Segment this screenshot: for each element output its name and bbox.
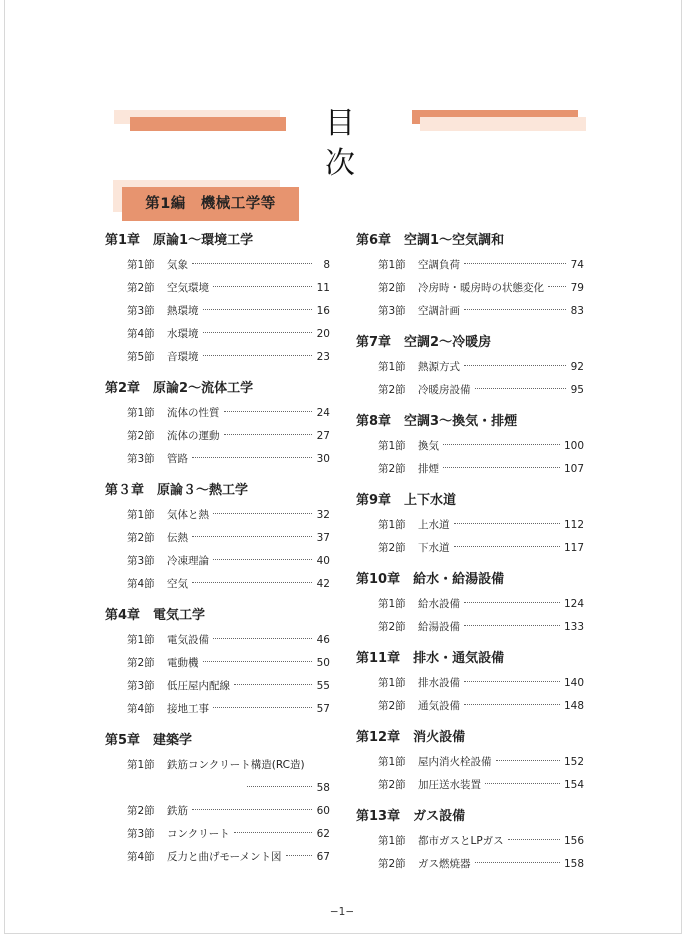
dot-leader [224,434,313,435]
toc-entry[interactable] [356,830,584,853]
section-name: 鉄筋 [167,805,188,817]
section-name: 冷暖房設備 [418,384,471,396]
toc-entry[interactable] [105,800,330,823]
section-name: 低圧屋内配線 [167,680,230,692]
toc-entry[interactable] [105,675,330,698]
section-number: 第3節 [127,555,155,567]
toc-entry[interactable] [356,751,584,774]
section-number: 第1節 [378,259,406,271]
page-number-ref: 107 [563,463,584,475]
page-number-ref: 83 [570,305,584,317]
section-name: 空気環境 [167,282,209,294]
section-number: 第1節 [378,835,406,847]
page-number-ref: 11 [316,282,330,294]
section-number: 第3節 [127,680,155,692]
toc-entry[interactable] [105,698,330,721]
toc-entry[interactable] [105,323,330,346]
section-name: 音環境 [167,351,199,363]
chapter-title: 第３章 原論３〜熱工学 [105,483,249,498]
page-number-ref: 140 [563,677,584,689]
dot-leader [454,523,560,524]
dot-leader [485,783,560,784]
section-number: 第2節 [127,805,155,817]
section-name: ガス燃焼器 [418,858,471,870]
section-name: 加圧送水装置 [418,779,481,791]
toc-entry[interactable] [356,277,584,300]
section-number: 第1節 [378,598,406,610]
toc-entry[interactable] [105,823,330,846]
section-number: 第2節 [127,430,155,442]
page-number-ref: 79 [570,282,584,294]
page-number-ref: 57 [316,703,330,715]
page-number-ref: 46 [316,634,330,646]
section-number: 第2節 [378,282,406,294]
page-number-ref: 154 [563,779,584,791]
section-number: 第3節 [127,828,155,840]
toc-entry[interactable] [105,425,330,448]
dot-leader [464,602,560,603]
section-name: 電気設備 [167,634,209,646]
section-name: 通気設備 [418,700,460,712]
section-number: 第1節 [378,361,406,373]
dot-leader [475,388,567,389]
page-number-ref: 117 [563,542,584,554]
toc-entry[interactable] [105,652,330,675]
section-name: 給水設備 [418,598,460,610]
section-number: 第2節 [378,384,406,396]
dot-leader [213,638,312,639]
section-name: 熱環境 [167,305,199,317]
section-name: コンクリート [167,828,230,840]
toc-entry[interactable] [356,300,584,323]
toc-entry[interactable] [105,504,330,527]
section-number: 第4節 [127,851,155,863]
page-number-ref: 100 [563,440,584,452]
toc-column-right [356,232,584,887]
section-name: 水環境 [167,328,199,340]
chapter-title: 第8章 空調3〜換気・排煙 [356,414,518,429]
section-name: 気体と熱 [167,509,209,521]
page-number-ref: 27 [316,430,330,442]
dot-leader [443,467,560,468]
section-number: 第1節 [378,677,406,689]
chapter [356,808,584,876]
section-name: 管路 [167,453,188,465]
section-name: 流体の性質 [167,407,220,419]
chapter [105,380,330,471]
toc-entry[interactable] [356,695,584,718]
dot-leader [475,862,560,863]
chapter-title: 第13章 ガス設備 [356,809,466,824]
chapter [356,492,584,560]
section-number: 第2節 [378,621,406,633]
section-number: 第1節 [127,259,155,271]
page-number-ref: 67 [316,851,330,863]
page-number-ref: 32 [316,509,330,521]
section-number: 第1節 [127,509,155,521]
chapter-title: 第11章 排水・通気設備 [356,651,505,666]
page-number-ref: 30 [316,453,330,465]
toc-entry[interactable] [105,629,330,652]
dot-leader [247,786,312,787]
section-number: 第2節 [378,700,406,712]
section-number: 第1節 [378,756,406,768]
chapter [105,232,330,369]
dot-leader [286,855,312,856]
dot-leader [454,546,560,547]
chapter [356,334,584,402]
section-name: 空調負荷 [418,259,460,271]
section-number: 第2節 [378,858,406,870]
dot-leader [203,661,313,662]
toc-entry[interactable] [356,537,584,560]
chapter-title: 第6章 空調1〜空気調和 [356,233,505,248]
dot-leader [192,582,312,583]
page-number-ref: 60 [316,805,330,817]
section-number: 第2節 [127,532,155,544]
chapter [356,571,584,639]
dot-leader [213,559,312,560]
section-name: 気象 [167,259,188,271]
section-name: 給湯設備 [418,621,460,633]
dot-leader [464,704,560,705]
section-name: 都市ガスとLPガス [418,835,504,847]
page-number-ref: 20 [316,328,330,340]
toc-entry[interactable] [356,593,584,616]
toc-entry[interactable] [356,379,584,402]
chapter-title: 第7章 空調2〜冷暖房 [356,335,492,350]
section-name: 冷房時・暖房時の状態変化 [418,282,544,294]
section-number: 第1節 [378,440,406,452]
toc-entry[interactable] [356,616,584,639]
chapter-title: 第5章 建築学 [105,733,193,748]
page-number-ref: 55 [316,680,330,692]
page-number-ref: 40 [316,555,330,567]
page-number-ref: 112 [563,519,584,531]
dot-leader [496,760,560,761]
page-title: 目 次 [325,106,381,181]
chapter [356,232,584,323]
section-number: 第3節 [378,305,406,317]
page-number-ref: 42 [316,578,330,590]
section-number: 第2節 [378,542,406,554]
title-decoration-right-light [420,117,586,131]
title-decoration-left-dark [130,117,286,131]
page-number-ref: 92 [570,361,584,373]
toc-entry[interactable] [105,254,330,277]
chapter [356,413,584,481]
chapter [356,729,584,797]
section-name: 熱源方式 [418,361,460,373]
page-number-ref: 74 [570,259,584,271]
page-number-ref: 95 [570,384,584,396]
chapter [105,732,330,869]
dot-leader [548,286,566,287]
page-number-ref: 124 [563,598,584,610]
section-name: 電動機 [167,657,199,669]
chapter-title: 第12章 消火設備 [356,730,466,745]
section-number: 第3節 [127,305,155,317]
section-name: 反力と曲げモーメント図 [167,851,282,863]
dot-leader [213,286,312,287]
dot-leader [464,309,566,310]
section-name: 屋内消火栓設備 [418,756,492,768]
toc-entry[interactable] [356,672,584,695]
section-number: 第3節 [127,453,155,465]
toc-column-left [105,232,330,880]
dot-leader [234,684,312,685]
page-number-ref: 50 [316,657,330,669]
chapter-title: 第2章 原論2〜流体工学 [105,381,254,396]
section-name: 空調計画 [418,305,460,317]
dot-leader [464,625,560,626]
section-name: 換気 [418,440,439,452]
chapter-title: 第1章 原論1〜環境工学 [105,233,254,248]
toc-entry[interactable] [356,435,584,458]
page-number-ref: 156 [563,835,584,847]
dot-leader [224,411,313,412]
toc-entry[interactable] [356,853,584,876]
dot-leader [192,457,312,458]
section-name: 伝熱 [167,532,188,544]
chapter [105,482,330,596]
chapter-title: 第9章 上下水道 [356,493,457,508]
section-number: 第4節 [127,578,155,590]
toc-entry[interactable] [356,458,584,481]
page-number-ref: 16 [316,305,330,317]
toc-entry-continuation[interactable] [105,777,330,800]
section-name: 上水道 [418,519,450,531]
dot-leader [192,263,312,264]
section-number: 第2節 [127,657,155,669]
toc-entry[interactable] [105,346,330,369]
toc-entry[interactable] [356,356,584,379]
section-name: 流体の運動 [167,430,220,442]
toc-entry[interactable] [105,754,330,777]
part-header: 第1編 機械工学等 [122,187,299,221]
dot-leader [464,681,560,682]
section-number: 第1節 [127,407,155,419]
page-number-ref: 58 [316,782,330,794]
page-number-ref: 158 [563,858,584,870]
toc-entry[interactable] [356,774,584,797]
toc-entry[interactable] [105,300,330,323]
chapter [356,650,584,718]
dot-leader [203,309,313,310]
section-name: 空気 [167,578,188,590]
dot-leader [234,832,312,833]
section-name: 接地工事 [167,703,209,715]
section-number: 第2節 [378,463,406,475]
dot-leader [213,707,312,708]
section-number: 第4節 [127,703,155,715]
section-name: 冷凍理論 [167,555,209,567]
page-number-ref: 24 [316,407,330,419]
toc-entry[interactable] [105,846,330,869]
page-number-ref: 148 [563,700,584,712]
section-name: 下水道 [418,542,450,554]
chapter-title: 第4章 電気工学 [105,608,206,623]
section-name: 排煙 [418,463,439,475]
page-number-ref: 152 [563,756,584,768]
dot-leader [443,444,560,445]
section-number: 第2節 [127,282,155,294]
chapter [105,607,330,721]
toc-entry[interactable] [356,254,584,277]
page-number-ref: 37 [316,532,330,544]
section-number: 第2節 [378,779,406,791]
dot-leader [464,365,566,366]
page-number-ref: 8 [323,259,330,271]
page-number: −1− [329,906,355,918]
section-number: 第1節 [127,634,155,646]
dot-leader [192,536,312,537]
dot-leader [203,332,313,333]
section-number: 第1節 [378,519,406,531]
dot-leader [464,263,566,264]
toc-entry[interactable] [105,573,330,596]
toc-entry[interactable] [105,277,330,300]
dot-leader [213,513,312,514]
toc-entry[interactable] [105,527,330,550]
page-number-ref: 23 [316,351,330,363]
toc-entry[interactable] [356,514,584,537]
section-name: 鉄筋コンクリート構造(RC造) [167,759,305,771]
chapter-title: 第10章 給水・給湯設備 [356,572,505,587]
section-number: 第5節 [127,351,155,363]
dot-leader [508,839,560,840]
page-number-ref: 62 [316,828,330,840]
toc-entry[interactable] [105,402,330,425]
section-number: 第4節 [127,328,155,340]
dot-leader [192,809,312,810]
section-number: 第1節 [127,759,155,771]
dot-leader [203,355,313,356]
toc-entry[interactable] [105,550,330,573]
toc-entry[interactable] [105,448,330,471]
section-name: 排水設備 [418,677,460,689]
page-number-ref: 133 [563,621,584,633]
